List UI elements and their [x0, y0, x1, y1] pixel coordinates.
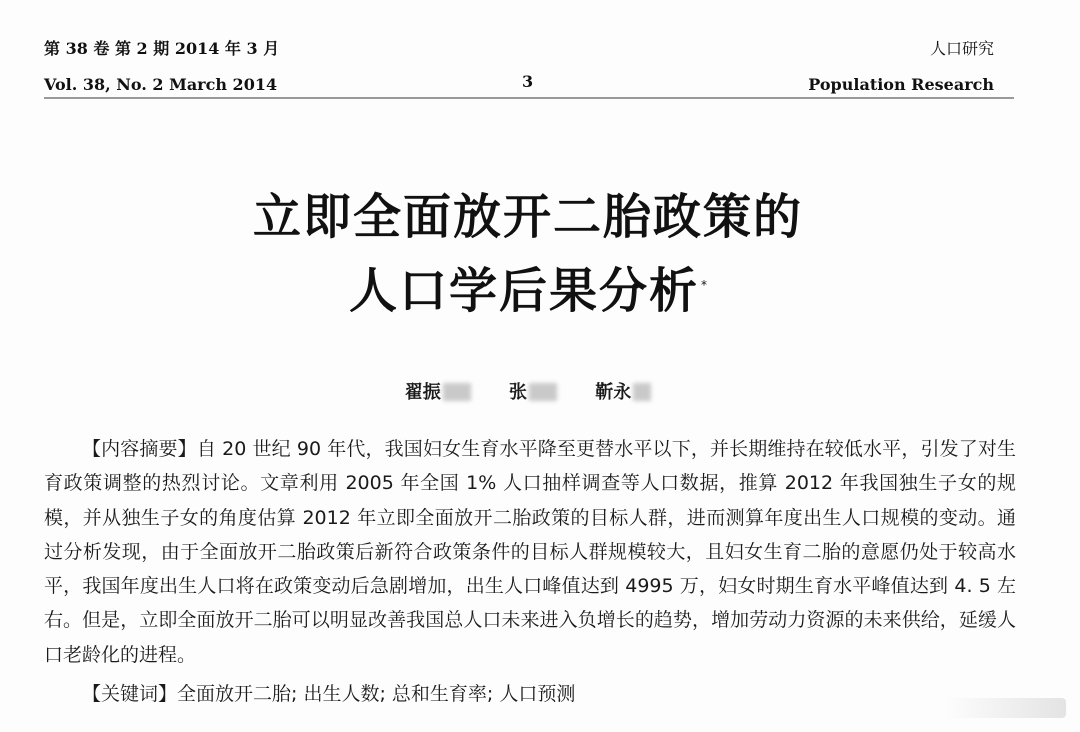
header-divider: [44, 97, 1014, 99]
journal-name-en: Population Research: [808, 75, 994, 94]
abstract: [44, 432, 1016, 672]
redaction-blur: [443, 383, 471, 401]
author-2: [509, 378, 557, 404]
title-line-2: [0, 254, 1056, 328]
author-2-name: 张: [509, 382, 527, 403]
paper-title: [0, 180, 1056, 328]
author-list: [0, 378, 1056, 404]
title-line-1: 立即全面放开二胎政策的: [252, 189, 803, 245]
journal-name-cn: 人口研究: [929, 39, 994, 58]
redaction-blur: [529, 383, 557, 401]
journal-issue-info: [44, 38, 279, 96]
issue-en: Vol. 38, No. 2 March 2014: [44, 75, 278, 94]
keywords-text: 全面放开二胎; 出生人数; 总和生育率; 人口预测: [177, 683, 576, 705]
keywords-label: 【关键词】: [82, 683, 178, 705]
title-footnote-mark: *: [701, 278, 709, 292]
abstract-label: 【内容摘要】: [82, 438, 197, 460]
watermark: [946, 698, 1066, 718]
journal-name: [808, 38, 994, 96]
issue-cn: 第 38 卷 第 2 期 2014 年 3 月: [44, 39, 280, 58]
author-1: [405, 378, 471, 404]
author-1-name: 翟振: [404, 382, 441, 403]
keywords: [82, 680, 575, 708]
title-line-2-text: 人口学后果分析: [348, 263, 699, 319]
author-3: [595, 378, 651, 404]
page-number: 3: [522, 72, 534, 91]
abstract-paragraph: [44, 432, 1016, 672]
author-3-name: 靳永: [595, 382, 632, 403]
redaction-blur: [633, 383, 651, 401]
abstract-text: 自 20 世纪 90 年代，我国妇女生育水平降至更替水平以下，并长期维持在较低水平，引发了对生育政策调整的热烈讨论。文章利用 2005 年全国 1% 人口抽样调查等人口数据，推算 2012 年我国独生子女的规模，并从独生子女的角度估算 2012 年立即全面放开二胎政策的目标人群，进而测算年度出生人口规模的变动。通过分析发现，由于全面放开二胎政策后新符合政策条件的目标人群规模较大，且妇女生育二胎的意愿仍处于较高水平，我国年度出生人口将在政策变动后急剧增加，出生人口峰值达到 4995 万，妇女时期生育水平峰值达到 4. 5 左右。但是，立即全面放开二胎可以明显改善我国总人口未来进入负增长的趋势，增加劳动力资源的未来供给，延缓人口老龄化的进程。: [44, 438, 1016, 666]
